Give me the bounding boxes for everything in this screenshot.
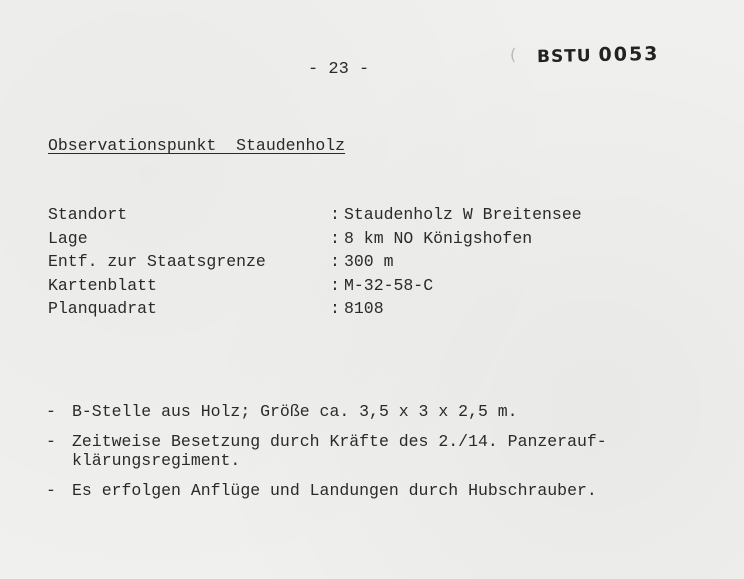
stamp-prefix: BSTU — [536, 46, 592, 68]
info-value: 8 km NO Königshofen — [344, 228, 533, 248]
info-separator: : — [330, 275, 340, 295]
info-value: 300 m — [344, 252, 394, 272]
info-separator: : — [330, 252, 340, 272]
info-row — [48, 297, 582, 321]
archive-stamp — [537, 43, 660, 67]
info-row — [48, 227, 582, 251]
bullet-text: Zeitweise Besetzung durch Kräfte des 2./14. Panzerauf- klärungsregiment. — [72, 432, 607, 470]
info-separator: : — [330, 299, 340, 319]
info-separator: : — [330, 228, 340, 248]
info-key: Standort — [48, 205, 128, 225]
stamp-mark: ( — [510, 45, 517, 64]
info-value: 8108 — [344, 299, 384, 319]
page-number: - 23 - — [308, 60, 370, 79]
info-key: Lage — [48, 228, 88, 248]
bullet-dash: - — [46, 402, 56, 421]
info-row — [48, 203, 582, 227]
info-key: Kartenblatt — [48, 275, 157, 295]
info-row — [48, 274, 582, 298]
list-item — [46, 432, 736, 470]
info-key: Entf. zur Staatsgrenze — [48, 252, 266, 272]
bullet-list — [46, 402, 736, 511]
list-item — [46, 402, 736, 421]
info-table — [48, 203, 582, 321]
info-value: M-32-58-C — [344, 275, 434, 295]
info-key: Planquadrat — [48, 299, 157, 319]
bullet-dash: - — [46, 481, 56, 500]
info-value: Staudenholz W Breitensee — [344, 205, 582, 225]
bullet-dash: - — [46, 432, 56, 451]
info-row — [48, 250, 582, 274]
info-separator: : — [330, 205, 340, 225]
list-item — [46, 481, 736, 500]
section-title: Observationspunkt Staudenholz — [48, 136, 346, 155]
bullet-text: B-Stelle aus Holz; Größe ca. 3,5 x 3 x 2,5 m. — [72, 402, 518, 421]
stamp-number: 0053 — [598, 42, 660, 66]
bullet-text: Es erfolgen Anflüge und Landungen durch Hubschrauber. — [72, 481, 597, 500]
